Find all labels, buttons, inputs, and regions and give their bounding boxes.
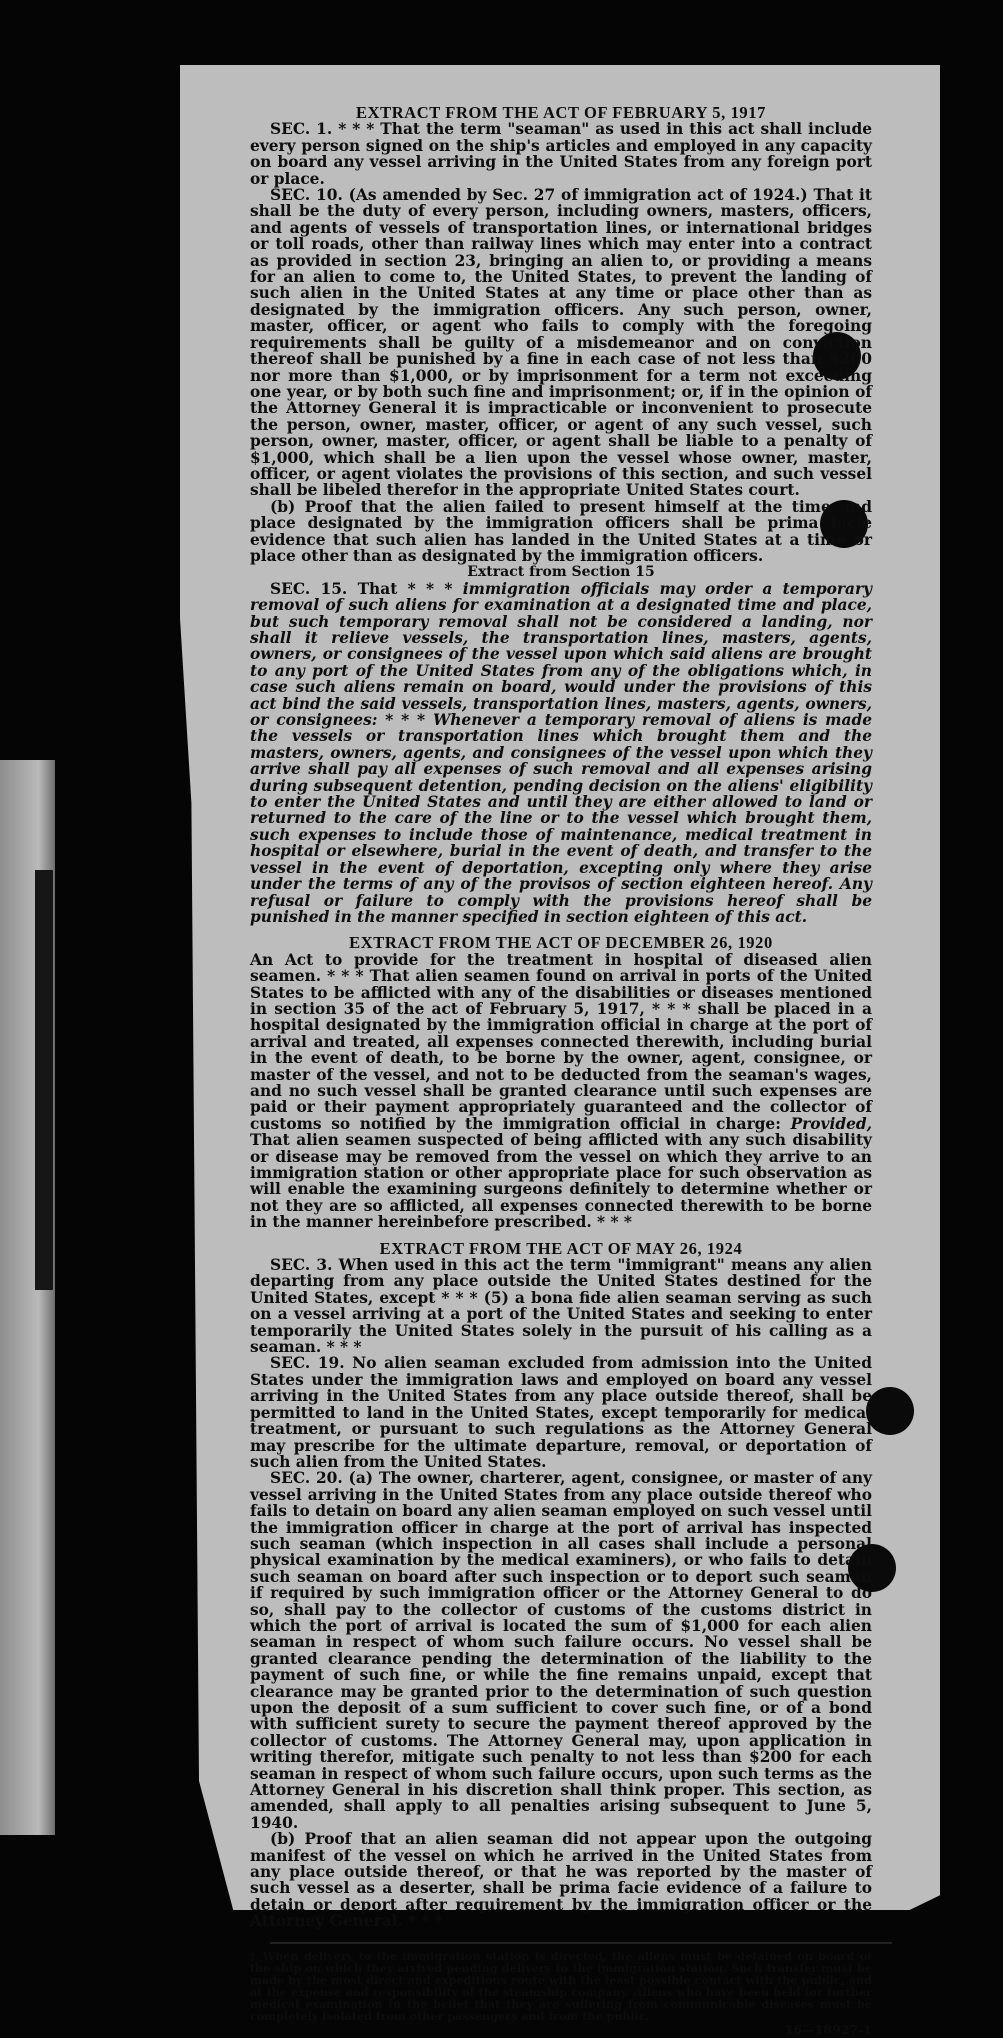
paragraph-sec-15 xyxy=(250,581,872,926)
act-1920-text-a: An Act to provide for the treatment in hospital of diseased alien seamen. * * * That alien seamen found on arrival in ports of the United States to be afflicted with any of the disabilities or diseases mentioned in section 35 of the act of February 5, 1917, * * * shall be placed in a hospital designated by the immigration official in charge at the port of arrival and treated, all expenses connected therewith, including burial in the event of death, to be borne by the owner, agent, consignee, or master of the vessel, and not to be deducted from the seaman's wages, and no such vessel shall be granted clearance until such expenses are paid or their payment appropriately guaranteed and the collector of customs so notified by the immigration official in charge: xyxy=(250,950,872,1133)
heading-act-1924: EXTRACT FROM THE ACT OF MAY 26, 1924 xyxy=(379,1238,743,1258)
form-code: 16—18927-1 xyxy=(784,2021,872,2037)
underlying-sheet-shadow xyxy=(35,870,53,1290)
paragraph-sec-20-b: (b) Proof that an alien seaman did not appear upon the outgoing manifest of the vessel on which he arrived in the United States from any place outside thereof, or that he was reported by the master of such vessel as a deserter, shall be prima facie evidence of a failure to detain or deport after requirement by the immigration officer or the Attorney General. * * * xyxy=(250,1830,872,1931)
paragraph-act-1920 xyxy=(250,952,872,1231)
footnote: † When delivery to the immigration station is directed, the aliens must be detained on board of the ship on which they arrived pending delivery to the immigration station. Such transfer must be made by the most direct and expeditious route with the least possible contact with the public, and at the expense and responsibility of the steamship company. Aliens who have been held for further medical examination in the belief that they are suffering from communicable diseases must be completely isolated from other passengers and from the public. xyxy=(250,1948,872,2023)
act-1920-text-b: That alien seamen suspected of being afflicted with any such disability or disease may be removed from the vessel on which they arrive to an immigration station or other appropriate place for such observation as will enable the examining surgeons definitely to determine whether or not they are so afflicted, all expenses connected therewith to be borne in the manner hereinbefore prescribed. * * * xyxy=(250,1131,872,1232)
paragraph-sec-19: SEC. 19. No alien seaman excluded from admission into the United States under the immigration laws and employed on board any vessel arriving in the United States from any place outside thereof, shall be permitted to land in the United States, except temporarily for medical treatment, or pursuant to such regulations as the Attorney General may prescribe for the ultimate departure, removal, or deportation of such alien from the United States. xyxy=(250,1354,872,1471)
document-body xyxy=(250,105,872,2038)
heading-act-1917: EXTRACT FROM THE ACT OF FEBRUARY 5, 1917 xyxy=(356,103,766,122)
act-1920-provided: Provided, xyxy=(790,1114,872,1133)
paragraph-sec-1: SEC. 1. * * * That the term "seaman" as used in this act shall include every person signed on the ship's articles and employed in any capacity on board any vessel arriving in the United States from any foreign port or place. xyxy=(250,120,872,188)
sec-15-intro: SEC. 15. That * * * xyxy=(270,579,463,598)
heading-act-1920: EXTRACT FROM THE ACT OF DECEMBER 26, 1920 xyxy=(349,933,773,953)
subheading-section-15: Extract from Section 15 xyxy=(467,564,655,581)
paragraph-sec-10-b: (b) Proof that the alien failed to present himself at the time and place designated by the immigration officers shall be prima facie evidence that such alien has landed in the United States at a time or place other than as designated by the immigration officers. xyxy=(250,497,872,565)
punch-hole xyxy=(866,1387,914,1435)
footnote-divider xyxy=(270,1942,892,1944)
paragraph-sec-3: SEC. 3. When used in this act the term "immigrant" means any alien departing from any place outside the United States destined for the United States, except * * * (5) a bona fide alien seaman serving as such on a vessel arriving at a port of the United States and seeking to enter temporarily the United States solely in the pursuit of his calling as a seaman. * * * xyxy=(250,1256,872,1357)
paragraph-sec-10: SEC. 10. (As amended by Sec. 27 of immigration act of 1924.) That it shall be the duty of every person, including owners, masters, officers, and agents of vessels of transportation lines, or international bridges or toll roads, other than railway lines which may enter into a contract as provided in section 23, bringing an alien to, or providing a means for an alien to come to, the United States, to prevent the landing of such alien in the United States at any time or place other than as designated by the immigration officers. Any such person, owner, master, officer, or agent who fails to comply with the foregoing requirements shall be guilty of a misdemeanor and on conviction thereof shall be punished by a fine in each case of not less than $200 nor more than $1,000, or by imprisonment for a term not exceeding one year, or by both such fine and imprisonment; or, if in the opinion of the Attorney General it is impracticable or inconvenient to prosecute the person, owner, master, officer, or agent of any such vessel, such person, owner, master, officer, or agent shall be liable to a penalty of $1,000, which shall be a lien upon the vessel whose owner, master, officer, or agent violates the provisions of this section, and such vessel shall be libeled therefor in the appropriate United States court. xyxy=(250,186,872,500)
paragraph-sec-20-a: SEC. 20. (a) The owner, charterer, agent, consignee, or master of any vessel arriving in the United States from any place outside thereof who fails to detain on board any alien seaman employed on such vessel until the immigration officer in charge at the port of arrival has inspected such seaman (which inspection in all cases shall include a personal physical examination by the medical examiners), or who fails to detain such seaman on board after such inspection or to deport such seaman if required by such immigration officer or the Attorney General to do so, shall pay to the collector of customs of the customs district in which the port of arrival is located the sum of $1,000 for each alien seaman in respect of whom such failure occurs. No vessel shall be granted clearance pending the determination of the liability to the payment of such fine, or while the fine remains unpaid, except that clearance may be granted prior to the determination of such question upon the deposit of a sum sufficient to cover such fine, or of a bond with sufficient surety to secure the payment thereof approved by the collector of customs. The Attorney General may, upon application in writing therefor, mitigate such penalty to not less than $200 for each seaman in respect of whom such failure occurs, upon such terms as the Attorney General in his discretion shall think proper. This section, as amended, shall apply to all penalties arising subsequent to June 5, 1940. xyxy=(250,1469,872,1832)
sec-15-italic-text: immigration officials may order a temporary removal of such aliens for examination at a designated time and place, but such temporary removal shall not be considered a landing, nor shall it relieve vessels, the transportation lines, masters, agents, owners, or consignees of the vessel upon which said aliens are brought to any port of the United States from any of the obligations which, in case such aliens remain on board, would under the provisions of this act bind the said vessels, transportation lines, masters, agents, owners, or consignees: * * * Whenever a temporary removal of aliens is made the vessels or transportation lines which brought them and the masters, owners, agents, and consignees of the vessel upon which they arrive shall pay all expenses of such removal and all expenses arising during subsequent detention, pending decision on the aliens' eligibility to enter the United States and until they are either allowed to land or returned to the care of the line or to the vessel which brought them, such expenses to include those of maintenance, medical treatment in hospital or elsewhere, burial in the event of death, and transfer to the vessel in the event of deportation, excepting only where they arise under the terms of any of the provisos of section eighteen hereof. Any refusal or failure to comply with the provisions hereof shall be punished in the manner specified in section eighteen of this act. xyxy=(250,579,872,926)
